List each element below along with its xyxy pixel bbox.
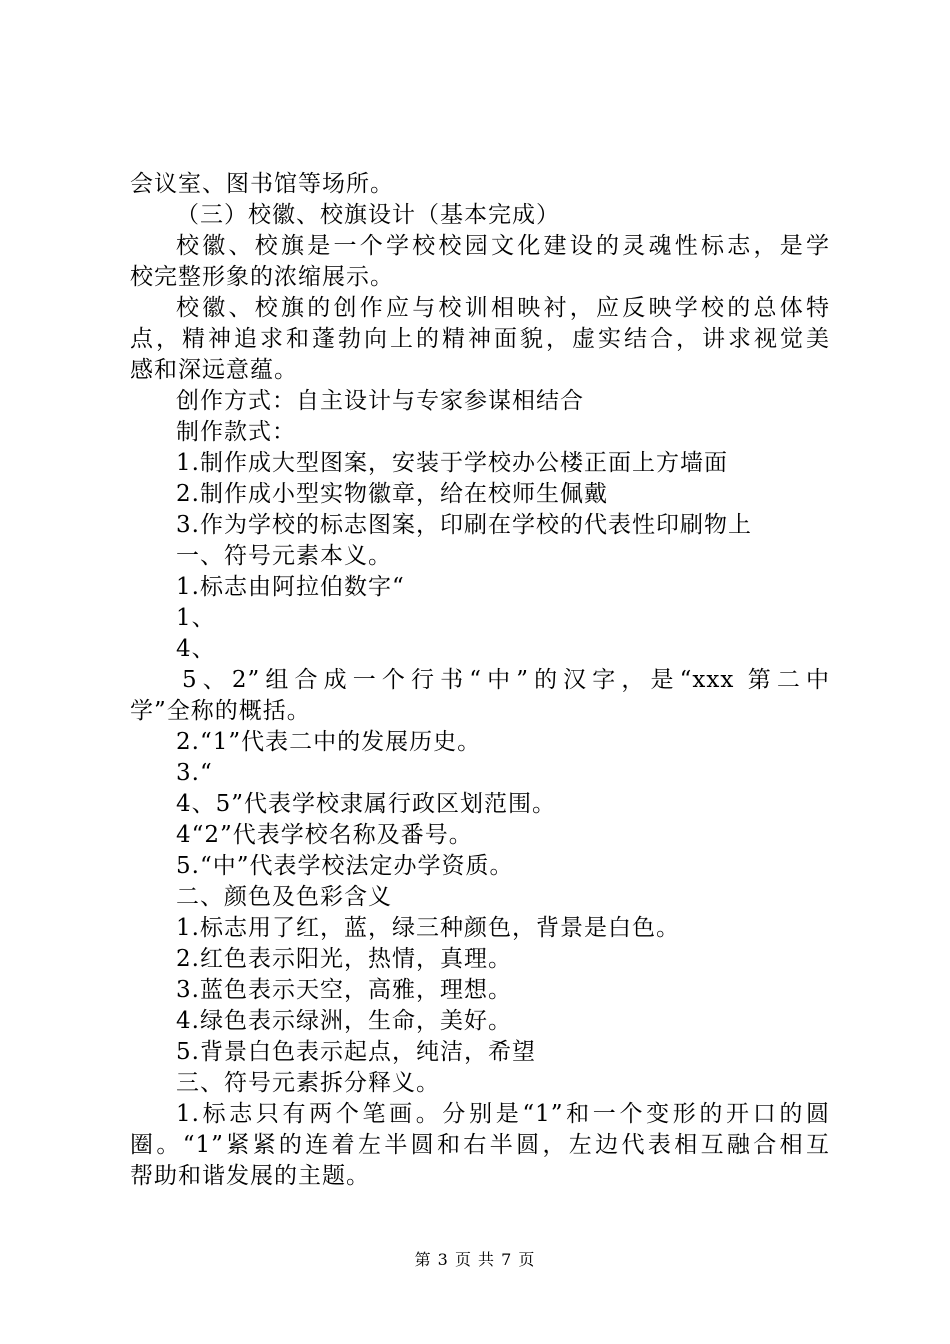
text-line: 1、 bbox=[176, 605, 216, 631]
text-line: 会议室、图书馆等场所。 bbox=[130, 171, 394, 197]
text-line: 校徽、校旗是一个学校校园文化建设的灵魂性标志，是学 bbox=[176, 233, 830, 259]
document-body bbox=[130, 169, 830, 1192]
page-footer: 第 3 页 共 7 页 bbox=[414, 1250, 536, 1269]
list-item: 2.制作成小型实物徽章，给在校师生佩戴 bbox=[176, 481, 608, 507]
text-line: 创作方式：自主设计与专家参谋相结合 bbox=[176, 388, 584, 414]
list-item: 1.标志用了红，蓝，绿三种颜色，背景是白色。 bbox=[176, 915, 680, 941]
section-heading: 二、颜色及色彩含义 bbox=[176, 884, 392, 910]
list-item: 5.背景白色表示起点，纯洁，希望 bbox=[176, 1039, 536, 1065]
text-line: 校完整形象的浓缩展示。 bbox=[130, 264, 394, 290]
text-line: 感和深远意蕴。 bbox=[130, 357, 298, 383]
section-heading: （三）校徽、校旗设计（基本完成） bbox=[176, 202, 560, 228]
text-line: 校徽、校旗的创作应与校训相映衬，应反映学校的总体特 bbox=[176, 295, 830, 321]
text-line: 帮助和谐发展的主题。 bbox=[130, 1163, 370, 1189]
text-line: 制作款式： bbox=[176, 419, 296, 445]
list-item: 1.标志只有两个笔画。分别是“1”和一个变形的开口的圆 bbox=[176, 1101, 830, 1127]
list-item: 5.“中”代表学校法定办学资质。 bbox=[176, 853, 514, 879]
list-item: 4“2”代表学校名称及番号。 bbox=[176, 822, 473, 848]
text-line: 5、2”组合成一个行书“中”的汉字，是“xxx 第二中 bbox=[182, 667, 830, 693]
list-item: 1.标志由阿拉伯数字“ bbox=[176, 574, 405, 600]
section-heading: 一、符号元素本义。 bbox=[176, 543, 392, 569]
text-line: 圈。“1”紧紧的连着左半圆和右半圆，左边代表相互融合相互 bbox=[130, 1132, 830, 1158]
list-item: 3.作为学校的标志图案，印刷在学校的代表性印刷物上 bbox=[176, 512, 752, 538]
section-heading: 三、符号元素拆分释义。 bbox=[176, 1070, 440, 1096]
text-line: 4、5”代表学校隶属行政区划范围。 bbox=[176, 791, 557, 817]
list-item: 1.制作成大型图案，安装于学校办公楼正面上方墙面 bbox=[176, 450, 728, 476]
list-item: 3.“ bbox=[176, 760, 213, 786]
list-item: 2.“1”代表二中的发展历史。 bbox=[176, 729, 482, 755]
list-item: 2.红色表示阳光，热情，真理。 bbox=[176, 946, 512, 972]
text-line: 4、 bbox=[176, 636, 216, 662]
text-line: 点，精神追求和蓬勃向上的精神面貌，虚实结合，讲求视觉美 bbox=[130, 326, 830, 352]
text-line: 学”全称的概括。 bbox=[130, 698, 311, 724]
list-item: 3.蓝色表示天空，高雅，理想。 bbox=[176, 977, 512, 1003]
list-item: 4.绿色表示绿洲，生命，美好。 bbox=[176, 1008, 512, 1034]
